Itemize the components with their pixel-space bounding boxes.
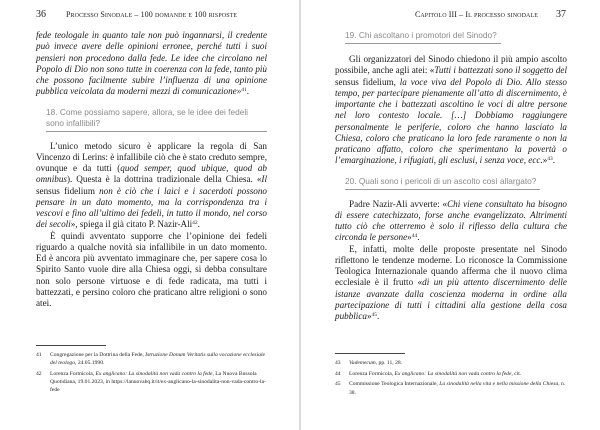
footnote-44: 44 Lorenza Formicola, Ex anglicano: La sinodalità non vada contro la fede, cit. <box>335 370 522 377</box>
footnote-ref-41[interactable]: 41 <box>241 87 247 94</box>
left-running-title: Processo Sinodale – 100 domande e 100 risposte <box>66 10 238 19</box>
left-page <box>0 0 299 430</box>
right-footnotes <box>335 359 567 399</box>
answer-paragraph-20: Padre Nazir-Ali avverte: «Chi viene consultato ha bisogno di essere catechizzato, forse anche evangelizzato. Altrimenti tutto ciò che otterremo è solo il riflesso della cultura che circonda le persone»$^{44}$. <box>335 198 567 243</box>
footnote-ref-43[interactable]: 43 <box>547 156 553 163</box>
footnote-41: 41 Congregazione per la Dottrina della Fede, Istruzione Donum Veritatis sulla vocazione ecclesiale del teologo, 24.05.1990. <box>36 352 265 367</box>
answer-paragraph-18b: È quindi avventato supporre che l’opinione dei fedeli riguardo a qualche novità sia infallibile in un dato momento. Ed è ancora più avventato immaginare che, per sapere cosa lo Spirito Santo vuole dire alla Chiesa oggi, si debba consultare non solo persone virtuose e di fede radicata, ma tutti i battezzati, e persino coloro che praticano altre religioni o sono atei. <box>36 230 267 308</box>
right-body-text <box>335 30 567 322</box>
question-heading-20: 20. Quali sono i pericoli di un ascolto così allargato? <box>345 176 540 190</box>
right-running-header <box>415 9 566 20</box>
question-heading-19: 19. Chi ascoltano i promotori del Sinodo? <box>345 30 501 44</box>
footnote-43: 43 Vademecum, pp. 11, 28. <box>335 360 403 366</box>
right-running-title: Capitolo III – Il processo sinodale <box>414 10 538 19</box>
answer-paragraph-20b: E, infatti, molte delle proposte presentate nel Sinodo riflettono le tendenze moderne. Lo riconosce la Commissione Teologica Internazionale quando afferma che il nuovo clima ecclesiale è il frutto «di un più attento discernimento delle istanze avanzate dalla coscienza moderna in ordine alla partecipazione di tutti i cittadini alla gestione della cosa pubblica»$^{45}$. <box>335 243 567 321</box>
footnote-ref-42[interactable]: 42 <box>192 220 198 227</box>
paragraph-continued: fede teologale in quanto tale non può ingannarsi, il credente può invece avere delle opinioni erronee, perché tutti i suoi pensieri non procedono dalla fede. Le idee che circolano nel Popolo di Dio non sono tutte in coerenza con la fede, tanto più che possono facilmente subire l’influenza di una opinione pubblica veicolata da moderni mezzi di comunicazione»$^{41}$. <box>36 30 267 97</box>
footnote-divider <box>335 353 405 354</box>
answer-paragraph-18: L’unico metodo sicuro è applicare la regola di San Vincenzo di Lerins: è infallibile ciò che è stato creduto sempre, ovunque e da tutti (quod semper, quod ubique, quod ab omnibus). Questa è la dottrina tradizionale della Chiesa. «Il sensus fidelium non è ciò che i laici e i sacerdoti possono pensare in un dato momento, ma la corrispondenza tra i vescovi e fino all’ultimo dei fedeli, in tutto il mondo, nel corso dei secoli», spiega il già citato P. Nazir-Ali$^{42}$. <box>36 140 267 230</box>
footnote-ref-44[interactable]: 44 <box>411 233 418 240</box>
right-page <box>301 0 600 430</box>
footnote-divider <box>36 345 106 346</box>
footnote-ref-45[interactable]: 45 <box>371 312 377 318</box>
footnote-45: 45 Commissione Teologica Internazionale, La sinodalità nella vita e nella missione della Chiesa, n. 38. <box>335 381 566 396</box>
left-body-text <box>36 30 267 309</box>
answer-paragraph-19: Gli organizzatori del Sinodo chiedono il più ampio ascolto possibile, anche agli atei: «Tutti i battezzati sono il soggetto del sensus fidelium, la voce viva del Popolo di Dio. Allo stesso tempo, per partecipare pienamente all’atto di discernimento, è importante che i battezzati ascoltino le voci di altre persone nel loro contesto locale. […] Dobbiamo raggiungere personalmente le periferie, coloro che hanno lasciato la Chiesa, coloro che praticano la loro fede raramente o non la praticano affatto, coloro che sperimentano la povertà o l’emarginazione, i rifugiati, gli esclusi, i senza voce, ecc.»$^{43}$. <box>335 54 567 166</box>
left-page-number: 36 <box>36 9 46 20</box>
footnote-42: 42 Lorenza Formicola, Ex anglicano: La sinodalità non vada contro la fede, La Nuova Bussola Quotidiana, 19.01.2023, in https://lanuovabq.it/it/ex-anglicano-la-sinodalita-non-vada-contro-la-fede <box>36 370 266 394</box>
left-running-header <box>36 9 237 20</box>
right-page-number: 37 <box>556 9 566 20</box>
question-heading-18: 18. Come possiamo sapere, allora, se le idee dei fedeli sono infallibili? <box>46 107 267 132</box>
left-footnotes <box>36 351 267 397</box>
